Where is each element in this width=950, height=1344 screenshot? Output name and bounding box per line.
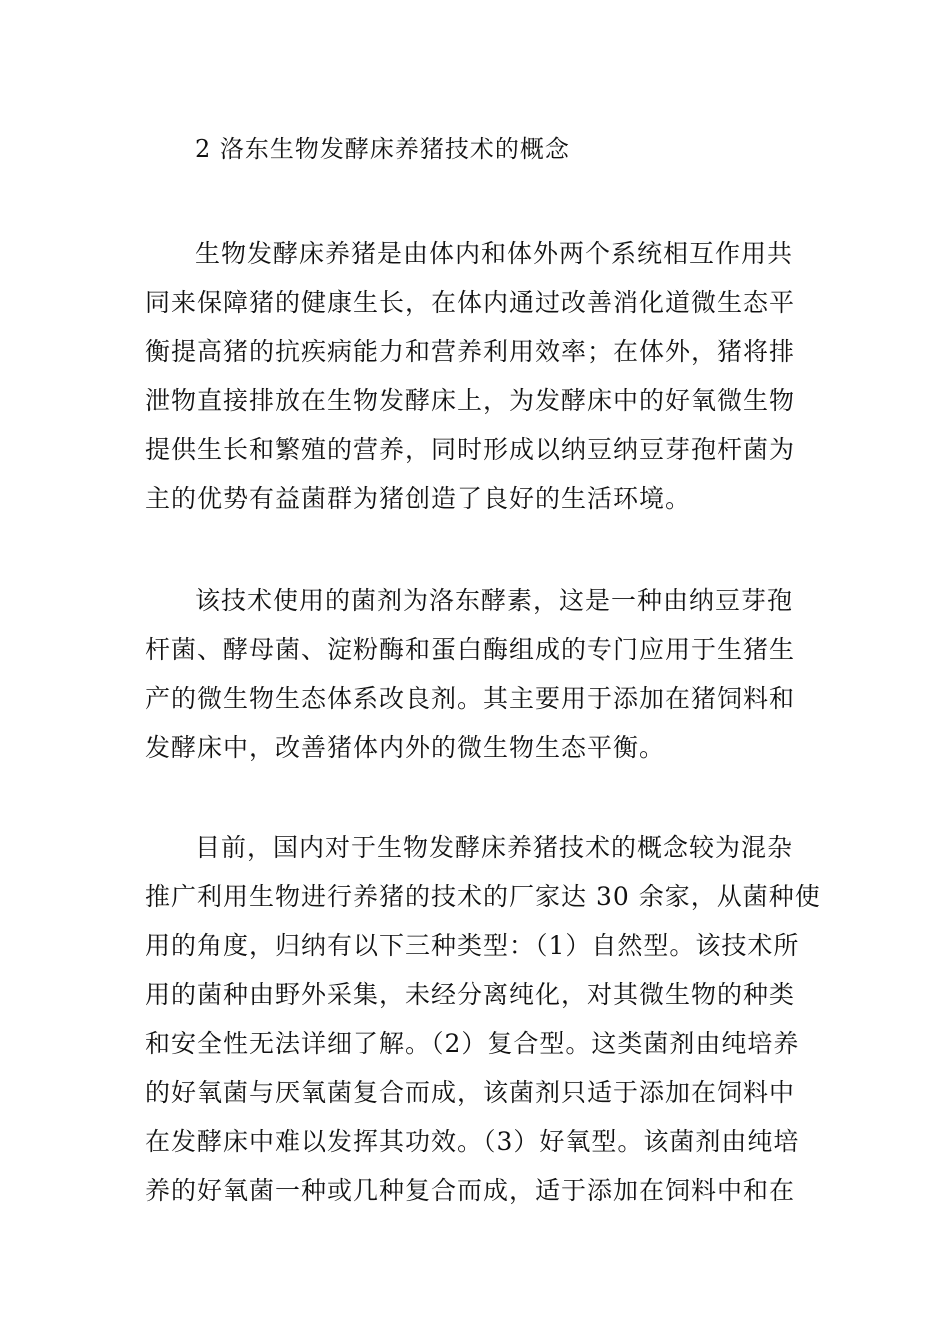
paragraph-line: 同来保障猪的健康生长，在体内通过改善消化道微生态平 [145,288,796,317]
paragraph-2 [145,576,807,772]
paragraph-line: 衡提高猪的抗疾病能力和营养利用效率；在体外，猪将排 [145,337,796,366]
paragraph-line: 推广利用生物进行养猪的技术的厂家达 30 余家，从菌种使 [145,882,821,911]
paragraph-line: 养的好氧菌一种或几种复合而成，适于添加在饲料中和在 [145,1176,796,1205]
paragraph-line: 目前，国内对于生物发酵床养猪技术的概念较为混杂 [195,833,794,862]
paragraph-line: 产的微生物生态体系改良剂。其主要用于添加在猪饲料和 [145,684,796,713]
paragraph-line: 和安全性无法详细了解。（2）复合型。这类菌剂由纯培养 [145,1029,800,1058]
paragraph-line: 在发酵床中难以发挥其功效。（3）好氧型。该菌剂由纯培 [145,1127,800,1156]
paragraph-line: 泄物直接排放在生物发酵床上，为发酵床中的好氧微生物 [145,386,796,415]
paragraph-line: 主的优势有益菌群为猪创造了良好的生活环境。 [145,484,692,513]
paragraph-1 [145,229,807,523]
paragraph-line: 的好氧菌与厌氧菌复合而成，该菌剂只适于添加在饲料中 [145,1078,796,1107]
paragraph-line: 用的角度，归纳有以下三种类型：（1）自然型。该技术所 [145,931,800,960]
paragraph-line: 生物发酵床养猪是由体内和体外两个系统相互作用共 [195,239,794,268]
paragraph-line: 该技术使用的菌剂为洛东酵素，这是一种由纳豆芽孢 [195,586,794,615]
paragraph-line: 杆菌、酵母菌、淀粉酶和蛋白酶组成的专门应用于生猪生 [145,635,796,664]
heading-text: 2 洛东生物发酵床养猪技术的概念 [195,135,570,163]
paragraph-line: 用的菌种由野外采集，未经分离纯化，对其微生物的种类 [145,980,796,1009]
section-heading [195,125,795,174]
paragraph-line: 提供生长和繁殖的营养，同时形成以纳豆纳豆芽孢杆菌为 [145,435,796,464]
paragraph-line: 发酵床中，改善猪体内外的微生物生态平衡。 [145,733,666,762]
paragraph-3 [145,823,821,1215]
